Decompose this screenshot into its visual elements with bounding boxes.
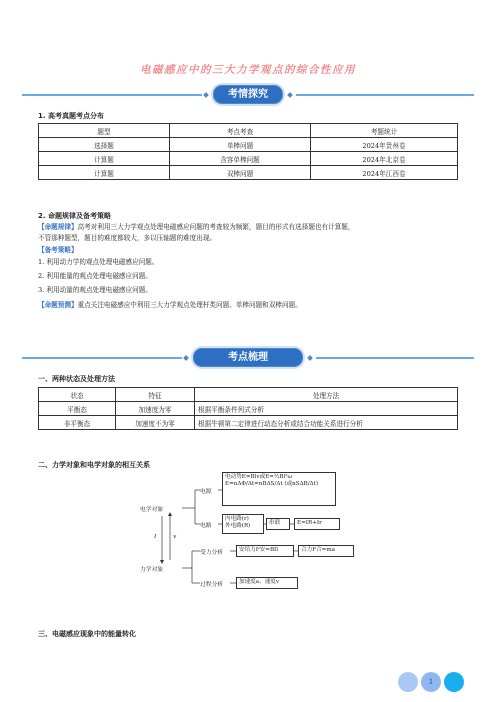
states-table — [38, 387, 458, 430]
banner-line-left — [22, 94, 202, 96]
circuit-label: 电路 — [200, 523, 212, 529]
banner-line-right — [316, 357, 474, 359]
table-row — [39, 152, 458, 166]
table-header: 题型 — [39, 124, 170, 138]
section-heading: 1. 高考真题考点分布 — [38, 112, 104, 120]
net-force-box: 合力F合=ma — [298, 545, 354, 557]
predict-text: 重点关注电磁感应中利用三大力学观点处理杆类问题、单棒问题和双棒问题。 — [77, 301, 302, 309]
document-title: 电磁感应中的三大力学观点的综合性应用 — [140, 64, 356, 76]
rule-tag: 【命题规律】 — [38, 223, 78, 231]
banner-line-left — [22, 357, 182, 359]
banner-exam-analysis: 考情探究 — [213, 85, 283, 104]
table-row — [39, 138, 458, 152]
table-cell: 加速度不为零 — [116, 416, 195, 430]
table-cell: 单棒问题 — [170, 138, 311, 152]
ohm-law-box: E=IR+Ir — [294, 518, 340, 530]
force-analysis-label: 受力分析 — [200, 550, 224, 556]
table-cell: 含容单棒问题 — [170, 152, 311, 166]
source-label: 电源 — [200, 489, 212, 495]
emf-formula-box — [222, 472, 336, 506]
table-cell: 根据平衡条件列式分析 — [195, 402, 458, 416]
proposition-rule — [38, 222, 463, 244]
banner-bullet — [203, 92, 209, 98]
inner-circuit: 内电路(r) — [225, 516, 249, 522]
relation-diagram — [140, 472, 380, 600]
table-cell: 2024年贵州卷 — [311, 138, 458, 152]
table-cell: 计算题 — [39, 152, 170, 166]
outer-circuit: 外电路(R) — [225, 523, 251, 529]
strategy-item: 1. 利用动力学的观点处理电磁感应问题。 — [38, 258, 159, 266]
part-heading: 一、两种状态及处理方法 — [38, 375, 115, 383]
part-heading: 二、力学对象和电学对象的相互关系 — [38, 461, 150, 469]
electrical-object-label: 电学对象 — [140, 507, 164, 513]
section-heading: 2. 命题规律及备考策略 — [38, 212, 111, 220]
strategy-item: 3. 利用动量的观点处理电磁感应问题。 — [38, 286, 152, 294]
current-label: I — [154, 534, 157, 540]
table-cell: 加速度为零 — [116, 402, 195, 416]
banner-bullet — [183, 355, 189, 361]
process-analysis-label: 过程分析 — [200, 582, 224, 588]
table-header: 考点考查 — [170, 124, 311, 138]
page-decoration-circle — [398, 672, 418, 692]
exam-distribution-table — [38, 123, 458, 180]
table-cell: 非平衡态 — [39, 416, 116, 430]
table-header: 处理方法 — [195, 388, 458, 402]
acceleration-box: 加速度a、速度v — [236, 577, 298, 589]
emf-formula-line: E=nΔΦ/Δt=nBΔS/Δt (或nSΔB/Δt) — [225, 481, 319, 487]
predict-tag: 【命题预测】 — [38, 301, 78, 309]
rule-text: 高考对利用三大力学观点处理电磁感应问题的考查较为频繁，题目的形式有选择题也有计算题， — [77, 223, 355, 231]
table-row — [39, 402, 458, 416]
table-cell: 计算题 — [39, 166, 170, 180]
strategy-tag: 【备考策略】 — [38, 246, 78, 254]
table-row — [39, 416, 458, 430]
ampere-force-box: 安培力F安=BIl — [236, 545, 294, 557]
page-number: 1 — [421, 672, 441, 692]
table-header: 考题统计 — [311, 124, 458, 138]
series-box: 串联 — [266, 518, 290, 530]
page-decoration-circle — [444, 672, 464, 692]
table-cell: 2024年北京卷 — [311, 152, 458, 166]
banner-line-right — [296, 94, 474, 96]
proposition-prediction — [38, 300, 463, 311]
rule-text: 不管那种题型，题目的难度都较大，多以压轴题的难度出现。 — [38, 234, 217, 242]
table-row — [39, 166, 458, 180]
circuit-box — [222, 514, 264, 534]
velocity-label: v — [173, 534, 177, 540]
banner-bullet — [287, 92, 293, 98]
mechanical-object-label: 力学对象 — [140, 567, 164, 573]
table-header: 特征 — [116, 388, 195, 402]
banner-key-points: 考点梳理 — [193, 348, 303, 367]
emf-formula-line: 电动势E=Blv或E=½Bl²ω — [225, 474, 293, 480]
table-cell: 双棒问题 — [170, 166, 311, 180]
table-cell: 平衡态 — [39, 402, 116, 416]
table-header: 状态 — [39, 388, 116, 402]
part-heading: 三、电磁感应现象中的能量转化 — [38, 630, 136, 638]
strategy-item: 2. 利用能量的观点处理电磁感应问题。 — [38, 272, 152, 280]
table-cell: 根据牛顿第二定律进行动态分析或结合功能关系进行分析 — [195, 416, 458, 430]
table-cell: 2024年江西卷 — [311, 166, 458, 180]
table-cell: 选择题 — [39, 138, 170, 152]
banner-bullet — [307, 355, 313, 361]
